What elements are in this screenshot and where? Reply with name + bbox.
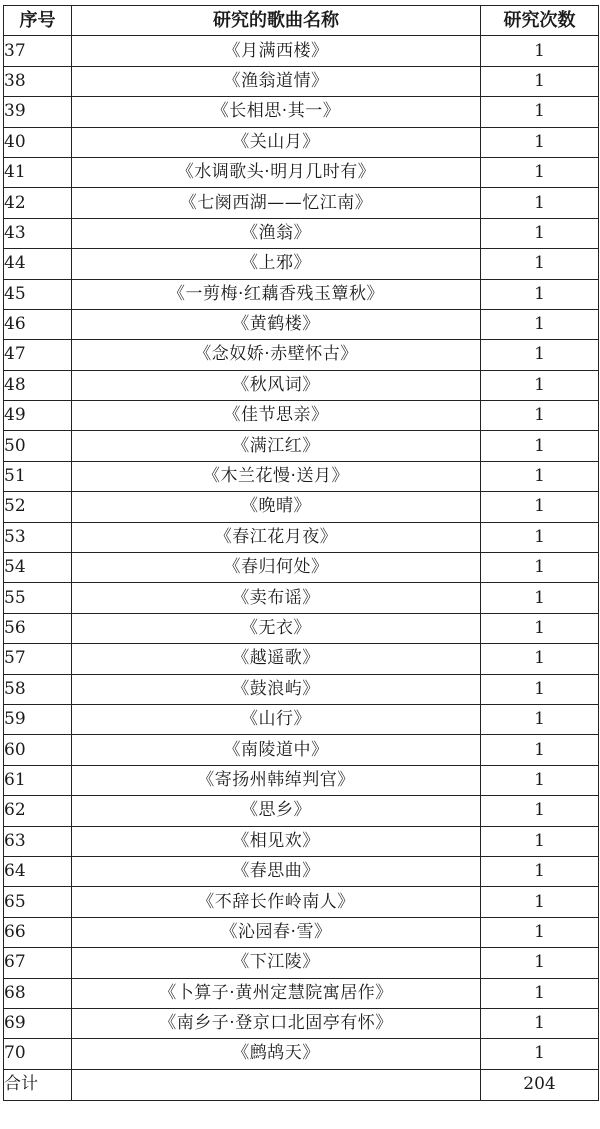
study-count: 1 — [481, 370, 599, 400]
table-row — [4, 796, 599, 826]
study-count: 1 — [481, 401, 599, 431]
study-count: 1 — [481, 97, 599, 127]
song-title: 《寄扬州韩绰判官》 — [72, 765, 481, 795]
songs-table — [3, 5, 599, 1101]
row-number: 52 — [4, 492, 72, 522]
song-title: 《卜算子·黄州定慧院寓居作》 — [72, 978, 481, 1008]
row-number: 40 — [4, 127, 72, 157]
study-count: 1 — [481, 461, 599, 491]
study-count: 1 — [481, 887, 599, 917]
song-title: 《关山月》 — [72, 127, 481, 157]
study-count: 1 — [481, 583, 599, 613]
table-row — [4, 279, 599, 309]
study-count: 1 — [481, 735, 599, 765]
study-count: 1 — [481, 856, 599, 886]
row-number: 70 — [4, 1039, 72, 1069]
row-number: 56 — [4, 613, 72, 643]
row-number: 59 — [4, 704, 72, 734]
song-title: 《思乡》 — [72, 796, 481, 826]
song-title: 《春归何处》 — [72, 553, 481, 583]
study-count: 1 — [481, 644, 599, 674]
song-title: 《无衣》 — [72, 613, 481, 643]
table-row — [4, 36, 599, 66]
study-count: 1 — [481, 796, 599, 826]
table-row — [4, 127, 599, 157]
song-title: 《黄鹤楼》 — [72, 309, 481, 339]
total-label: 合计 — [4, 1069, 72, 1100]
song-title: 《念奴娇·赤壁怀古》 — [72, 340, 481, 370]
total-row — [4, 1069, 599, 1100]
row-number: 68 — [4, 978, 72, 1008]
table-row — [4, 735, 599, 765]
row-number: 46 — [4, 309, 72, 339]
header-no: 序号 — [4, 6, 72, 36]
song-title: 《木兰花慢·送月》 — [72, 461, 481, 491]
table-row — [4, 826, 599, 856]
study-count: 1 — [481, 340, 599, 370]
table-body — [4, 36, 599, 1069]
study-count: 1 — [481, 309, 599, 339]
table-row — [4, 674, 599, 704]
study-count: 1 — [481, 249, 599, 279]
table-row — [4, 887, 599, 917]
song-title: 《春江花月夜》 — [72, 522, 481, 552]
table-row — [4, 978, 599, 1008]
song-title: 《春思曲》 — [72, 856, 481, 886]
row-number: 47 — [4, 340, 72, 370]
row-number: 67 — [4, 948, 72, 978]
row-number: 48 — [4, 370, 72, 400]
song-title: 《渔翁》 — [72, 218, 481, 248]
row-number: 39 — [4, 97, 72, 127]
row-number: 38 — [4, 66, 72, 96]
study-count: 1 — [481, 826, 599, 856]
table-row — [4, 583, 599, 613]
row-number: 57 — [4, 644, 72, 674]
song-title: 《下江陵》 — [72, 948, 481, 978]
song-title: 《渔翁道情》 — [72, 66, 481, 96]
study-count: 1 — [481, 127, 599, 157]
song-title: 《相见欢》 — [72, 826, 481, 856]
study-count: 1 — [481, 978, 599, 1008]
row-number: 64 — [4, 856, 72, 886]
row-number: 50 — [4, 431, 72, 461]
study-count: 1 — [481, 1008, 599, 1038]
table-row — [4, 188, 599, 218]
table-row — [4, 553, 599, 583]
table-row — [4, 704, 599, 734]
study-count: 1 — [481, 674, 599, 704]
song-title: 《水调歌头·明月几时有》 — [72, 157, 481, 187]
table-row — [4, 370, 599, 400]
song-title: 《秋风词》 — [72, 370, 481, 400]
table-row — [4, 401, 599, 431]
song-title: 《卖布谣》 — [72, 583, 481, 613]
study-count: 1 — [481, 704, 599, 734]
table-row — [4, 644, 599, 674]
song-title: 《满江红》 — [72, 431, 481, 461]
table-row — [4, 492, 599, 522]
song-title: 《上邪》 — [72, 249, 481, 279]
row-number: 58 — [4, 674, 72, 704]
table-row — [4, 218, 599, 248]
table-row — [4, 461, 599, 491]
song-title: 《不辞长作岭南人》 — [72, 887, 481, 917]
row-number: 45 — [4, 279, 72, 309]
study-count: 1 — [481, 613, 599, 643]
table-row — [4, 309, 599, 339]
song-title: 《沁园春·雪》 — [72, 917, 481, 947]
table-row — [4, 97, 599, 127]
total-empty-cell — [72, 1069, 481, 1100]
header-row — [4, 6, 599, 36]
row-number: 51 — [4, 461, 72, 491]
row-number: 55 — [4, 583, 72, 613]
song-title: 《越遥歌》 — [72, 644, 481, 674]
row-number: 54 — [4, 553, 72, 583]
study-count: 1 — [481, 522, 599, 552]
row-number: 66 — [4, 917, 72, 947]
row-number: 41 — [4, 157, 72, 187]
table-row — [4, 1008, 599, 1038]
row-number: 69 — [4, 1008, 72, 1038]
song-title: 《鹧鸪天》 — [72, 1039, 481, 1069]
song-title: 《山行》 — [72, 704, 481, 734]
header-title: 研究的歌曲名称 — [72, 6, 481, 36]
row-number: 61 — [4, 765, 72, 795]
table-row — [4, 66, 599, 96]
song-title: 《七阕西湖——忆江南》 — [72, 188, 481, 218]
row-number: 62 — [4, 796, 72, 826]
row-number: 63 — [4, 826, 72, 856]
study-count: 1 — [481, 492, 599, 522]
study-count: 1 — [481, 157, 599, 187]
study-count: 1 — [481, 36, 599, 66]
song-title: 《长相思·其一》 — [72, 97, 481, 127]
header-count: 研究次数 — [481, 6, 599, 36]
table-row — [4, 340, 599, 370]
song-title: 《南陵道中》 — [72, 735, 481, 765]
table-row — [4, 157, 599, 187]
song-title: 《南乡子·登京口北固亭有怀》 — [72, 1008, 481, 1038]
study-count: 1 — [481, 553, 599, 583]
study-count: 1 — [481, 279, 599, 309]
table-row — [4, 765, 599, 795]
row-number: 53 — [4, 522, 72, 552]
study-count: 1 — [481, 1039, 599, 1069]
row-number: 65 — [4, 887, 72, 917]
table-row — [4, 613, 599, 643]
song-title: 《鼓浪屿》 — [72, 674, 481, 704]
study-count: 1 — [481, 66, 599, 96]
row-number: 49 — [4, 401, 72, 431]
table-row — [4, 917, 599, 947]
table-row — [4, 1039, 599, 1069]
song-title: 《晚晴》 — [72, 492, 481, 522]
row-number: 43 — [4, 218, 72, 248]
song-title: 《月满西楼》 — [72, 36, 481, 66]
study-count: 1 — [481, 218, 599, 248]
table-row — [4, 522, 599, 552]
table-row — [4, 948, 599, 978]
study-count: 1 — [481, 431, 599, 461]
row-number: 42 — [4, 188, 72, 218]
row-number: 44 — [4, 249, 72, 279]
table-row — [4, 856, 599, 886]
study-count: 1 — [481, 765, 599, 795]
row-number: 37 — [4, 36, 72, 66]
study-count: 1 — [481, 948, 599, 978]
table-row — [4, 431, 599, 461]
study-count: 1 — [481, 917, 599, 947]
row-number: 60 — [4, 735, 72, 765]
study-count: 1 — [481, 188, 599, 218]
total-value: 204 — [481, 1069, 599, 1100]
song-title: 《一剪梅·红藕香残玉簟秋》 — [72, 279, 481, 309]
table-row — [4, 249, 599, 279]
song-title: 《佳节思亲》 — [72, 401, 481, 431]
